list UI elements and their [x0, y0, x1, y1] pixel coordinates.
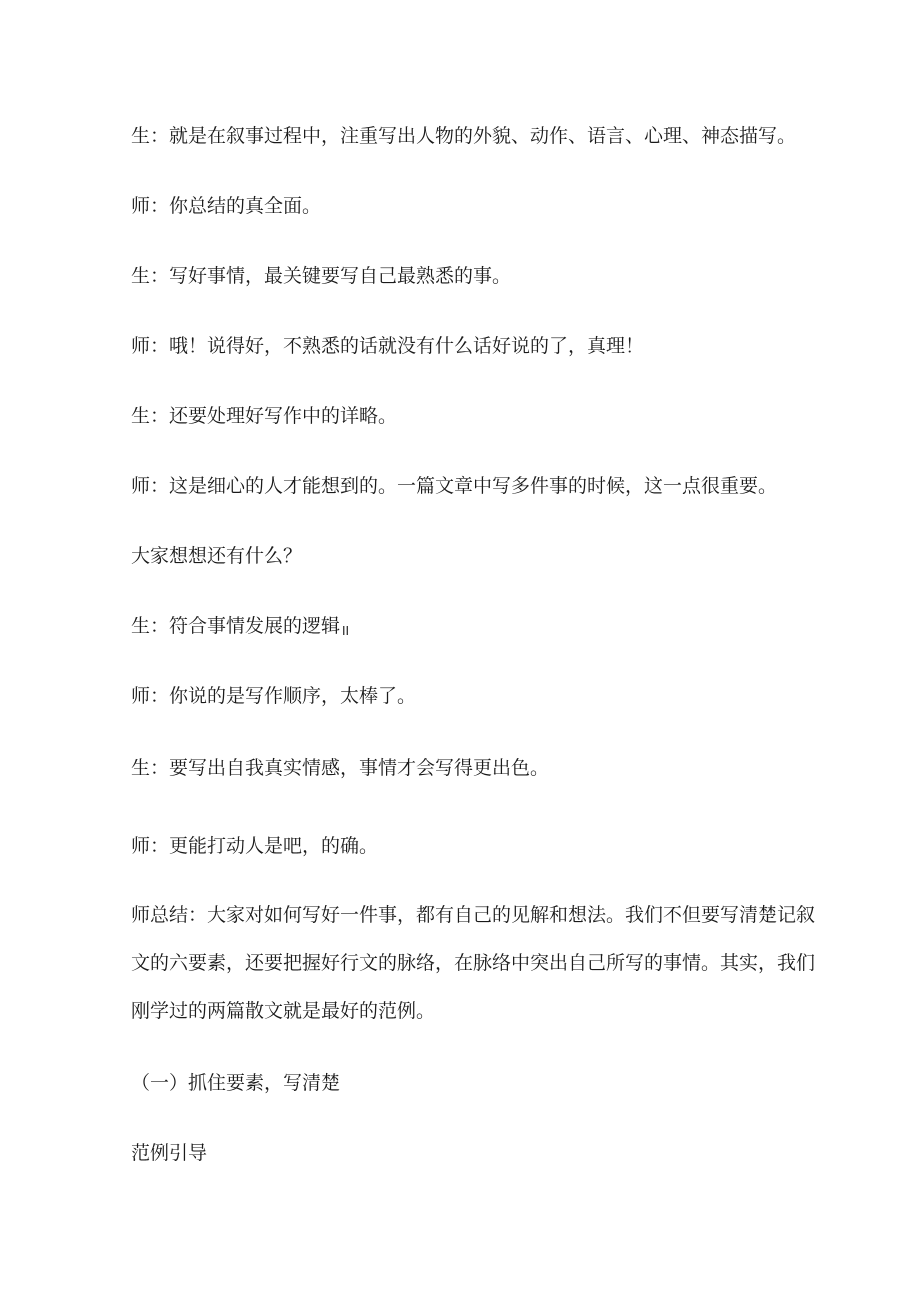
logic-mark: II: [342, 624, 350, 638]
summary-line: 刚学过的两篇散文就是最好的范例。: [131, 1000, 436, 1022]
dialogue-line: 生：还要处理好写作中的详略。: [131, 405, 398, 427]
dialogue-line: [131, 614, 349, 643]
dialogue-line: 生：就是在叙事过程中，注重写出人物的外貌、动作、语言、心理、神态描写。: [131, 125, 797, 147]
summary-line: 师总结：大家对如何写好一件事，都有自己的见解和想法。我们不但要写清楚记叙: [131, 904, 816, 926]
dialogue-line: 生：要写出自我真实情感，事情才会写得更出色。: [131, 757, 550, 779]
dialogue-line: 生：写好事情，最关键要写自己最熟悉的事。: [131, 265, 512, 287]
section-heading: （一）抓住要素，写清楚: [131, 1072, 341, 1094]
dialogue-line: 师：更能打动人是吧，的确。: [131, 835, 379, 857]
subheading: 范例引导: [131, 1142, 208, 1164]
dialogue-line: 师：这是细心的人才能想到的。一篇文章中写多件事的时候，这一点很重要。: [131, 475, 778, 497]
dialogue-text: 生：符合事情发展的逻辑: [131, 615, 341, 637]
dialogue-line: 师：你说的是写作顺序，太棒了。: [131, 685, 417, 707]
summary-line: 文的六要素，还要把握好行文的脉络，在脉络中突出自己所写的事情。其实，我们: [131, 952, 816, 974]
teacher-summary: [131, 891, 816, 1035]
dialogue-line: 大家想想还有什么？: [131, 545, 303, 567]
dialogue-line: 师：你总结的真全面。: [131, 195, 322, 217]
dialogue-line: 师：哦！说得好，不熟悉的话就没有什么话好说的了，真理！: [131, 335, 645, 357]
